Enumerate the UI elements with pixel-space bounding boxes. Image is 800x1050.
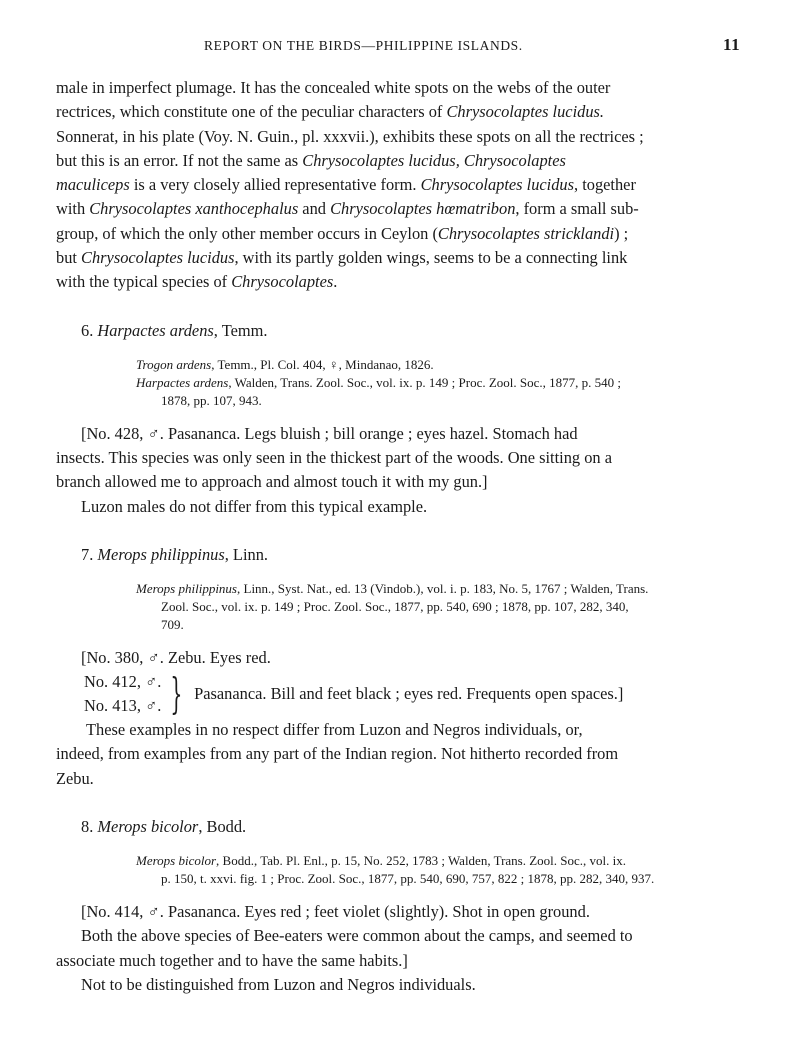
species-heading-7: 7. Merops philippinus, Linn. <box>81 544 268 564</box>
field-note-7: [No. 380, ♂. Zebu. Eyes red. <box>81 647 271 667</box>
remarks-7: These examples in no respect differ from Luzon and Negros individuals, or, indeed, from examples from any part of the Indian region. Not hitherto recorded from Zebu. <box>56 720 619 788</box>
text-line: Sonnerat, in his plate (Voy. N. Guin., pl. xxxvii.), exhibits these spots on all the rectrices ; <box>56 126 644 146</box>
text-line: with Chrysocolaptes xanthocephalus and Chrysocolaptes hœmatribon, form a small sub- <box>56 199 639 219</box>
specimen-number: No. 413, ♂. <box>84 696 162 716</box>
text-line: maculiceps is a very closely allied representative form. Chrysocolaptes lucidus, together <box>56 175 636 195</box>
text-line: but Chrysocolaptes lucidus, with its partly golden wings, seems to be a connecting link <box>56 248 628 268</box>
specimen-number: No. 412, ♂. <box>84 672 162 692</box>
species-heading-8: 8. Merops bicolor, Bodd. <box>81 817 247 837</box>
running-title: REPORT ON THE BIRDS—PHILIPPINE ISLANDS. <box>204 38 523 53</box>
field-note-8: [No. 414, ♂. Pasananca. Eyes red ; feet violet (slightly). Shot in open ground. Both the above species of Bee-eaters were common about the camps, and seemed to associate much together and to have the same habits.] Not to be distinguished from Luzon and Negros individuals. <box>56 902 633 994</box>
citation-block-7: Merops philippinus, Linn., Syst. Nat., ed. 13 (Vindob.), vol. i. p. 183, No. 5, 1767 ; Walden, Trans. Zool. Soc., vol. ix. p. 149 ; Proc. Zool. Soc., 1877, pp. 540, 690 ; 1878, pp. 107, 282, 340, 709. <box>136 580 649 632</box>
citation-block-6: Trogon ardens, Temm., Pl. Col. 404, ♀, Mindanao, 1826. Harpactes ardens, Walden, Trans. Zool. Soc., vol. ix. p. 149 ; Proc. Zool. Soc., 1877, p. 540 ; 1878, pp. 107, 943. <box>136 356 622 408</box>
running-header <box>0 36 800 56</box>
specimen-note: Pasananca. Bill and feet black ; eyes red. Frequents open spaces.] <box>194 684 624 704</box>
text-line: with the typical species of Chrysocolaptes. <box>56 272 338 292</box>
bracketed-specimens <box>84 670 746 718</box>
citation-block-8: Merops bicolor, Bodd., Tab. Pl. Enl., p. 15, No. 252, 1783 ; Walden, Trans. Zool. Soc., vol. ix. p. 150, t. xxvi. fig. 1 ; Proc. Zool. Soc., 1877, pp. 540, 690, 757, 822 ; 1878, pp. 282, 340, 937. <box>136 853 655 887</box>
text-line: group, of which the only other member occurs in Ceylon (Chrysocolaptes stricklandi) ; <box>56 223 629 243</box>
page-number: 11 <box>723 35 741 54</box>
text-line: but this is an error. If not the same as Chrysocolaptes lucidus, Chrysocolaptes <box>56 150 566 170</box>
page-body <box>56 76 746 997</box>
text-line: male in imperfect plumage. It has the concealed white spots on the webs of the outer <box>56 78 611 97</box>
species-heading-6: 6. Harpactes ardens, Temm. <box>81 320 268 340</box>
brace-symbol: } <box>170 669 183 719</box>
field-note-6: [No. 428, ♂. Pasananca. Legs bluish ; bill orange ; eyes hazel. Stomach had insects. This species was only seen in the thickest part of the woods. One sitting on a branch allowed me to approach and almost touch it with my gun.] Luzon males do not differ from this typical example. <box>56 423 612 516</box>
intro-paragraph <box>56 76 746 295</box>
text-line: rectrices, which constitute one of the peculiar characters of Chrysocolaptes lucidus. <box>56 102 604 122</box>
